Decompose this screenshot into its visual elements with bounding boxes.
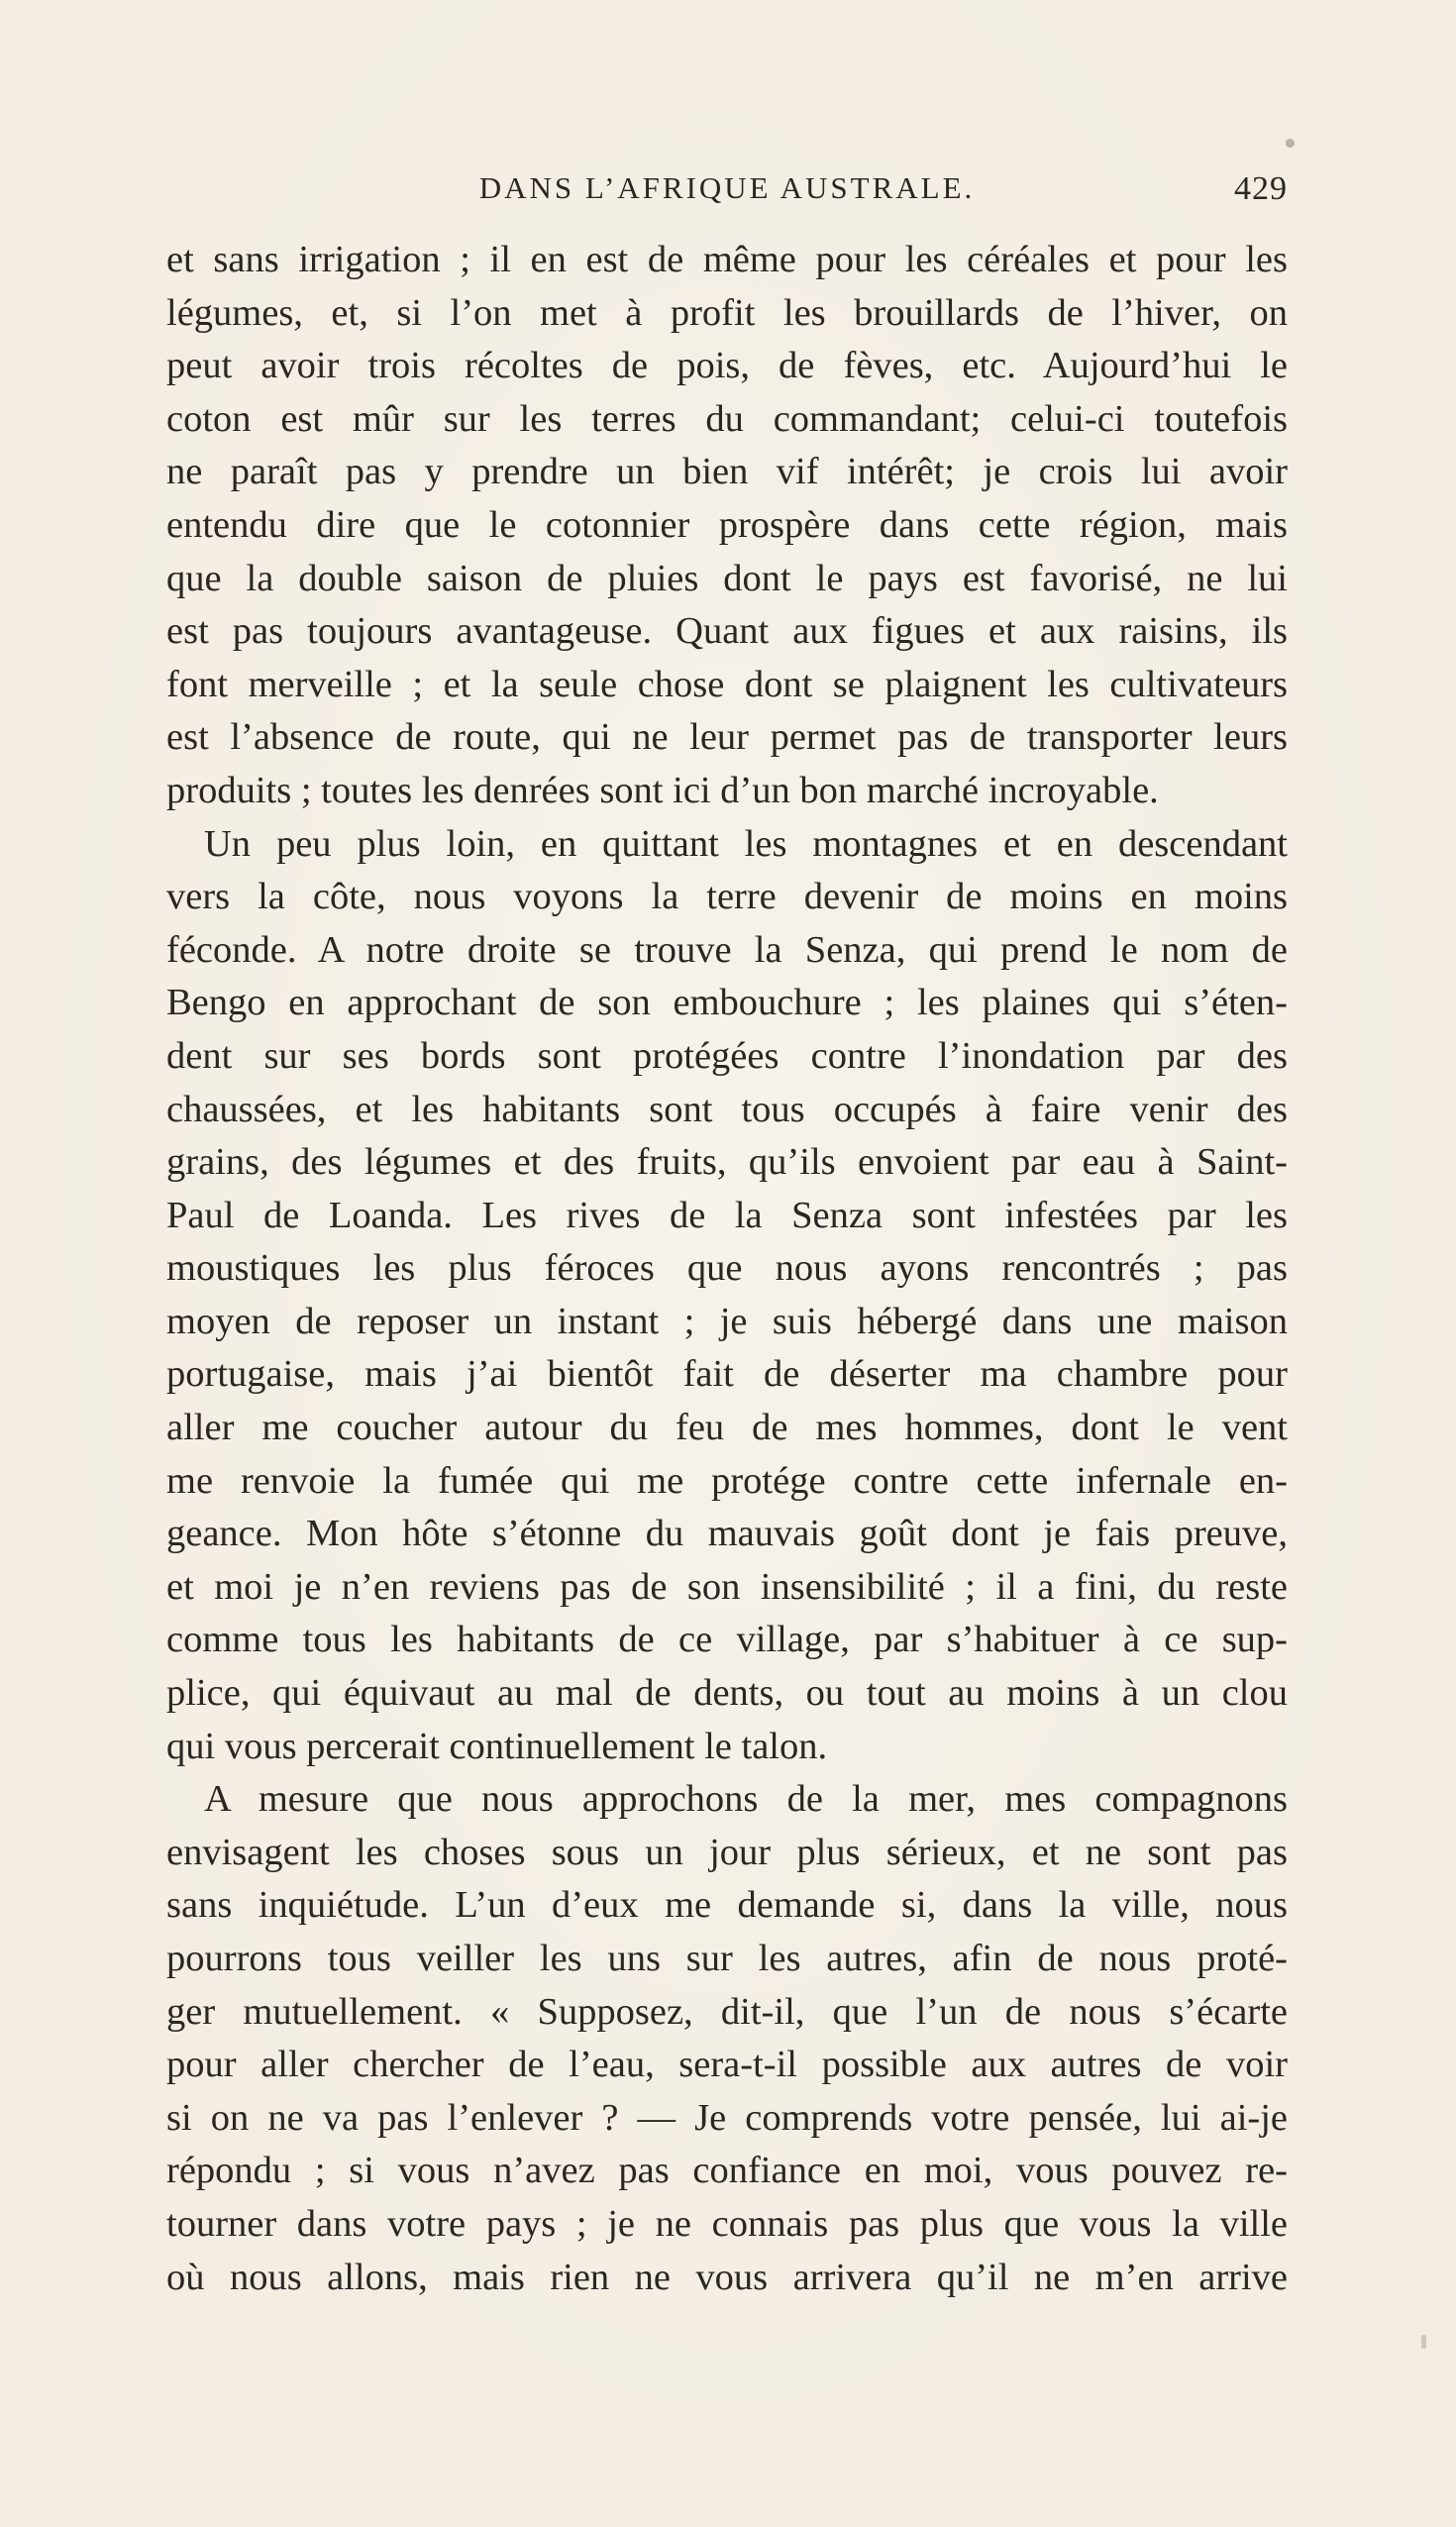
- text-line: légumes, et, si l’on met à profit les brouillards de l’hiver, on: [166, 291, 1288, 334]
- text-line: chaussées, et les habitants sont tous occupés à faire venir des: [166, 1088, 1288, 1130]
- text-line: pourrons tous veiller les uns sur les autres, afin de nous proté-: [166, 1938, 1288, 1979]
- text-line: moustiques les plus féroces que nous ayons rencontrés ; pas: [166, 1247, 1288, 1290]
- text-line: est l’absence de route, qui ne leur permet pas de transporter leurs: [166, 716, 1288, 759]
- text-line: portugaise, mais j’ai bientôt fait de déserter ma chambre pour: [166, 1353, 1288, 1396]
- body-text: [166, 234, 1288, 2304]
- text-line: tourner dans votre pays ; je ne connais pas plus que vous la ville: [166, 2202, 1288, 2245]
- text-line: qui vous percerait continuellement le talon.: [166, 1725, 828, 1767]
- text-line: moyen de reposer un instant ; je suis hébergé dans une maison: [166, 1300, 1288, 1342]
- text-line: comme tous les habitants de ce village, par s’habituer à ce sup-: [166, 1619, 1288, 1661]
- running-title: DANS L’AFRIQUE AUSTRALE.: [478, 170, 976, 205]
- text-line: où nous allons, mais rien ne vous arrivera qu’il ne m’en arrive: [166, 2256, 1288, 2298]
- text-line: coton est mûr sur les terres du commandant; celui-ci toutefois: [166, 397, 1288, 440]
- text-line: ger mutuellement. « Supposez, dit-il, que l’un de nous s’écarte: [166, 1990, 1288, 2033]
- text-line: dent sur ses bords sont protégées contre l’inondation par des: [166, 1034, 1288, 1077]
- text-line: font merveille ; et la seule chose dont se plaignent les cultivateurs: [166, 663, 1288, 705]
- paper-mark: [1421, 2335, 1426, 2349]
- text-line: pour aller chercher de l’eau, sera-t-il possible aux autres de voir: [166, 2044, 1288, 2086]
- text-line: geance. Mon hôte s’étonne du mauvais goût dont je fais preuve,: [166, 1513, 1288, 1555]
- page-number: 429: [1234, 170, 1288, 207]
- text-line: Paul de Loanda. Les rives de la Senza sont infestées par les: [166, 1194, 1288, 1236]
- text-line: entendu dire que le cotonnier prospère dans cette région, mais: [166, 503, 1288, 546]
- text-line: et moi je n’en reviens pas de son insensibilité ; il a fini, du reste: [166, 1565, 1288, 1608]
- text-line: me renvoie la fumée qui me protége contre cette infernale en-: [166, 1459, 1288, 1502]
- text-line: grains, des légumes et des fruits, qu’ils envoient par eau à Saint-: [166, 1141, 1288, 1184]
- text-line: et sans irrigation ; il en est de même pour les céréales et pour les: [166, 239, 1288, 280]
- text-line: que la double saison de pluies dont le pays est favorisé, ne lui: [166, 557, 1288, 599]
- text-line: aller me coucher autour du feu de mes hommes, dont le vent: [166, 1407, 1288, 1449]
- text-line: plice, qui équivaut au mal de dents, ou tout au moins à un clou: [166, 1672, 1288, 1715]
- text-line: Bengo en approchant de son embouchure ; les plaines qui s’éten-: [166, 982, 1288, 1024]
- text-line: A mesure que nous approchons de la mer, mes compagnons: [204, 1778, 1288, 1821]
- text-line: féconde. A notre droite se trouve la Senza, qui prend le nom de: [166, 928, 1288, 971]
- text-line: Un peu plus loin, en quittant les montagnes et en descendant: [204, 822, 1288, 865]
- running-head: [166, 170, 1288, 218]
- text-line: vers la côte, nous voyons la terre devenir de moins en moins: [166, 876, 1288, 918]
- text-line: si on ne va pas l’enlever ? — Je comprends votre pensée, lui ai-je: [166, 2096, 1288, 2139]
- text-line: répondu ; si vous n’avez pas confiance en moi, vous pouvez re-: [166, 2150, 1288, 2192]
- text-line: est pas toujours avantageuse. Quant aux figues et aux raisins, ils: [166, 610, 1288, 653]
- ink-speck: [1286, 139, 1295, 148]
- text-line: envisagent les choses sous un jour plus sérieux, et ne sont pas: [166, 1831, 1288, 1873]
- text-line: produits ; toutes les denrées sont ici d’un bon marché incroyable.: [166, 769, 1159, 811]
- text-line: ne paraît pas y prendre un bien vif intérêt; je crois lui avoir: [166, 451, 1288, 493]
- text-line: peut avoir trois récoltes de pois, de fèves, etc. Aujourd’hui le: [166, 345, 1288, 387]
- text-line: sans inquiétude. L’un d’eux me demande si, dans la ville, nous: [166, 1884, 1288, 1927]
